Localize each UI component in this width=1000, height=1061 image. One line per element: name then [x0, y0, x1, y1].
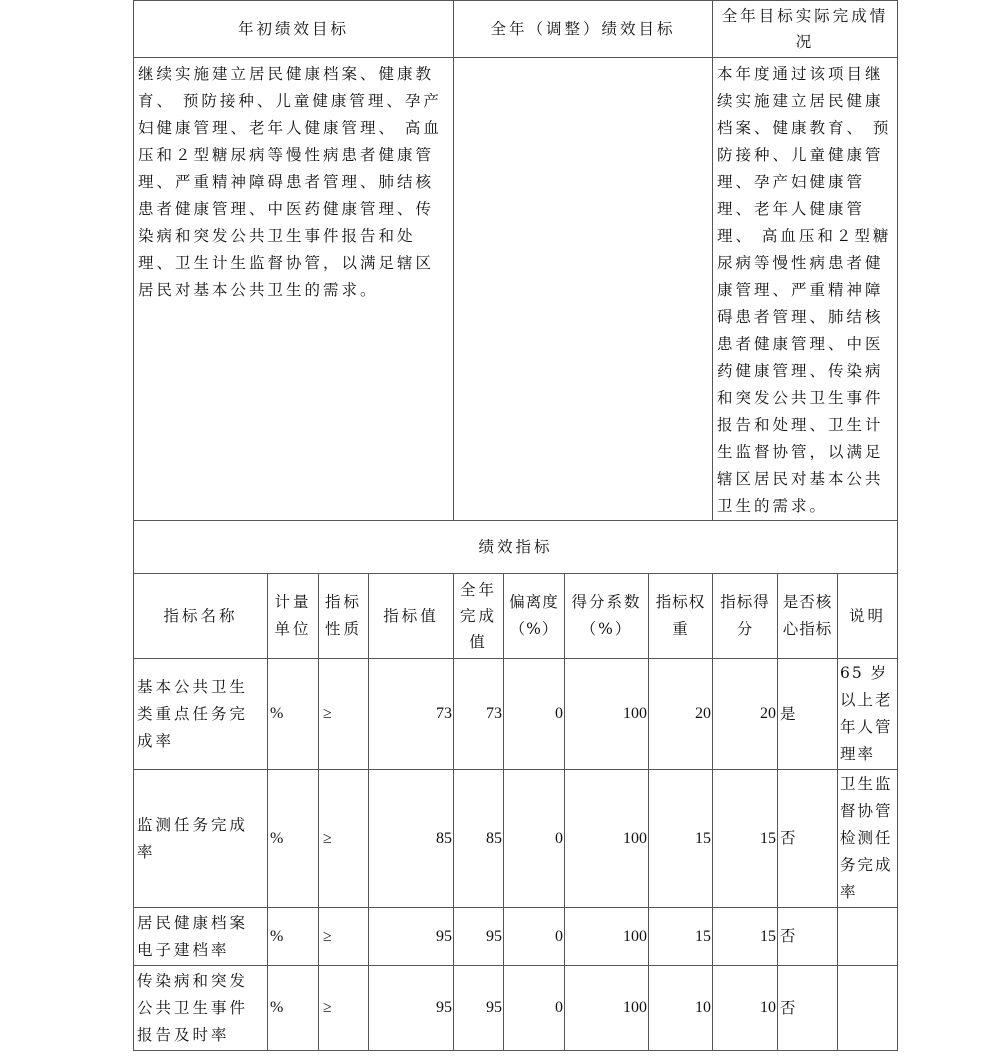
col-header-coefficient: 得分系数（%） — [565, 574, 649, 659]
indicator-score: 20 — [713, 659, 778, 770]
indicator-unit: % — [268, 659, 319, 770]
indicator-unit: % — [268, 770, 319, 908]
indicator-deviation: 0 — [504, 770, 565, 908]
indicator-note: 65 岁以上老年人管理率 — [838, 659, 898, 770]
indicator-weight: 20 — [649, 659, 713, 770]
col-header-core: 是否核心指标 — [778, 574, 838, 659]
indicator-note — [838, 908, 898, 966]
indicator-coefficient: 100 — [565, 770, 649, 908]
indicator-target-value: 73 — [369, 659, 454, 770]
indicator-score: 15 — [713, 770, 778, 908]
col-header-deviation: 偏离度（%） — [504, 574, 565, 659]
col-header-unit: 计量单位 — [268, 574, 319, 659]
indicator-weight: 15 — [649, 908, 713, 966]
col-header-weight: 指标权重 — [649, 574, 713, 659]
indicator-unit: % — [268, 908, 319, 966]
indicator-coefficient: 100 — [565, 966, 649, 1051]
indicator-deviation: 0 — [504, 908, 565, 966]
initial-goal-text: 继续实施建立居民健康档案、健康教育、 预防接种、儿童健康管理、孕产妇健康管理、老年人健康管理、 高血压和２型糖尿病等慢性病患者健康管理、严重精神障碍患者管理、肺结核患者健康管理、中医药健康管理、传染病和突发公共卫生事件报告和处理、卫生计生监督协管，以满足辖区居民对基本公共卫生的需求。 — [134, 58, 454, 521]
indicator-note — [838, 966, 898, 1051]
indicator-core-flag: 否 — [778, 770, 838, 908]
indicator-nature: ≥ — [319, 659, 369, 770]
indicator-unit: % — [268, 966, 319, 1051]
indicator-nature: ≥ — [319, 908, 369, 966]
indicator-weight: 15 — [649, 770, 713, 908]
indicator-core-flag: 否 — [778, 966, 838, 1051]
indicator-nature: ≥ — [319, 770, 369, 908]
header-actual-completion: 全年目标实际完成情况 — [713, 1, 898, 58]
indicator-score: 10 — [713, 966, 778, 1051]
indicator-actual-value: 95 — [454, 908, 504, 966]
indicator-target-value: 85 — [369, 770, 454, 908]
col-header-note: 说明 — [838, 574, 898, 659]
indicator-note: 卫生监督协管检测任务完成率 — [838, 770, 898, 908]
indicator-actual-value: 73 — [454, 659, 504, 770]
indicator-core-flag: 是 — [778, 659, 838, 770]
col-header-actual: 全年完成值 — [454, 574, 504, 659]
indicator-coefficient: 100 — [565, 908, 649, 966]
indicator-score: 15 — [713, 908, 778, 966]
indicator-core-flag: 否 — [778, 908, 838, 966]
indicator-coefficient: 100 — [565, 659, 649, 770]
indicator-actual-value: 85 — [454, 770, 504, 908]
performance-table — [133, 0, 898, 1051]
col-header-score: 指标得分 — [713, 574, 778, 659]
indicator-name: 居民健康档案电子建档率 — [134, 908, 268, 966]
header-adjusted-goal: 全年（调整）绩效目标 — [454, 1, 713, 58]
adjusted-goal-text — [454, 58, 713, 521]
indicator-deviation: 0 — [504, 966, 565, 1051]
header-initial-goal: 年初绩效目标 — [134, 1, 454, 58]
col-header-target: 指标值 — [369, 574, 454, 659]
indicator-deviation: 0 — [504, 659, 565, 770]
indicators-section-title: 绩效指标 — [134, 521, 898, 574]
indicator-nature: ≥ — [319, 966, 369, 1051]
indicator-target-value: 95 — [369, 908, 454, 966]
indicator-weight: 10 — [649, 966, 713, 1051]
indicator-actual-value: 95 — [454, 966, 504, 1051]
indicator-name: 基本公共卫生类重点任务完成率 — [134, 659, 268, 770]
actual-completion-text: 本年度通过该项目继续实施建立居民健康档案、健康教育、 预防接种、儿童健康管理、孕产妇健康管理、老年人健康管理、 高血压和２型糖尿病等慢性病患者健康管理、严重精神障碍患者管理、肺结核患者健康管理、中医药健康管理、传染病和突发公共卫生事件报告和处理、卫生计生监督协管，以满足辖区居民对基本公共卫生的需求。 — [713, 58, 898, 521]
indicator-target-value: 95 — [369, 966, 454, 1051]
indicator-name: 传染病和突发公共卫生事件报告及时率 — [134, 966, 268, 1051]
col-header-name: 指标名称 — [134, 574, 268, 659]
col-header-nature: 指标性质 — [319, 574, 369, 659]
indicator-name: 监测任务完成率 — [134, 770, 268, 908]
